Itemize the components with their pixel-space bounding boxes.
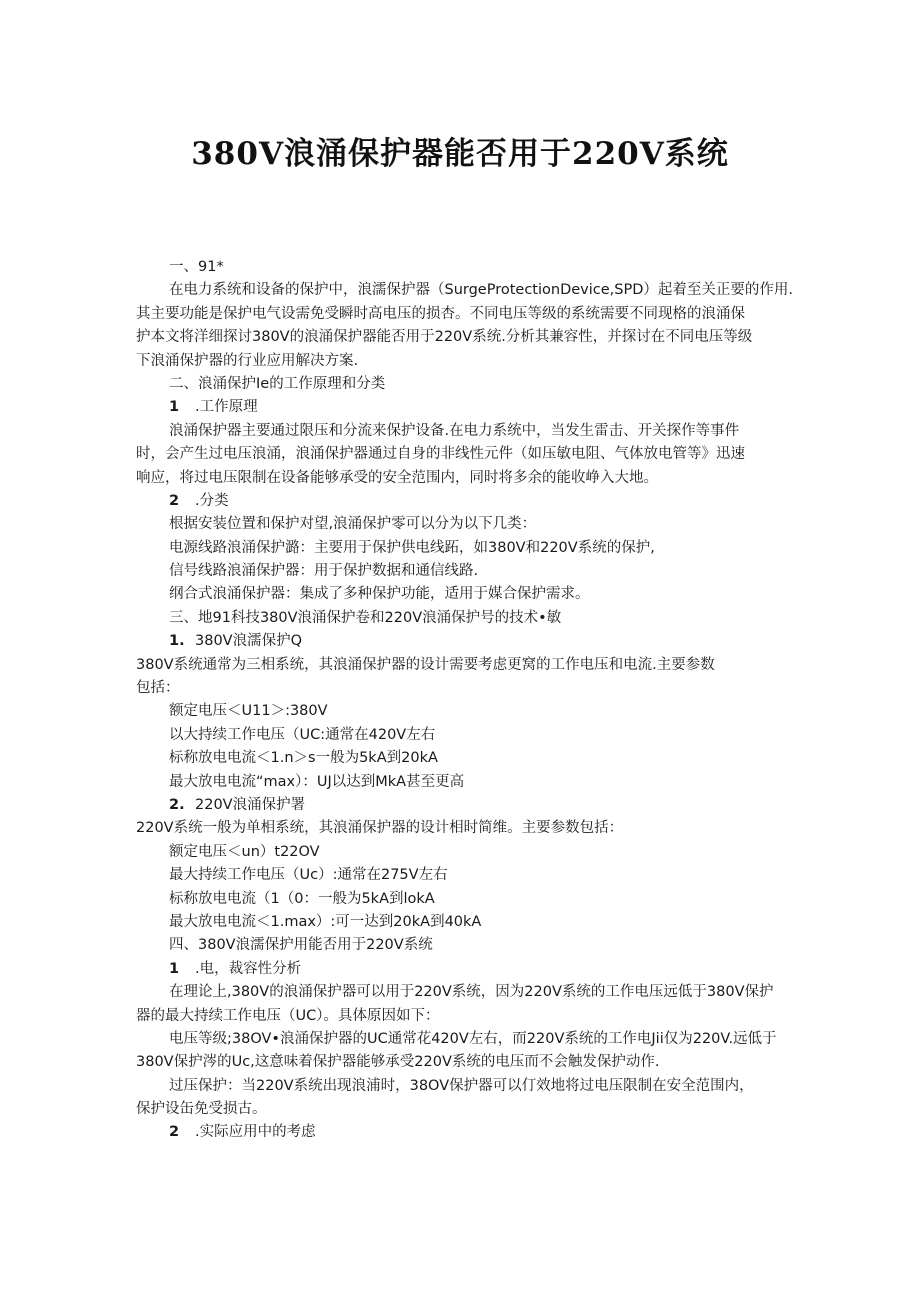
- numbered-heading-text: .电，裁容性分析: [195, 960, 302, 977]
- numbered-heading: [136, 630, 796, 653]
- document-title: 380V浪涌保护器能否用于220V系统: [191, 136, 729, 172]
- paragraph-line: 在理论上,380V的浪涌保护器可以用于220V系统，因为220V系统的工作电压远低于380V保护: [169, 984, 774, 1001]
- paragraph-line: 380V系统通常为三相系统，其浪涌保护器的设计需要考虑更窝的工作电压和电流.主要参数: [136, 656, 715, 673]
- item-number: 1.: [169, 633, 185, 650]
- section-heading-3: 三、地91科技380V浪涌保护卷和220V浪涌保护号的技术•敏: [169, 609, 562, 626]
- param-line: 额定电压＜U11＞:380V: [169, 703, 328, 720]
- numbered-heading-text: .工作原理: [195, 399, 258, 416]
- paragraph-line: 根据安装位置和保护对望,浪涌保护零可以分为以下几类：: [169, 516, 537, 533]
- paragraph-line: 器的最大持续工作电压（UC）。具体原因如下：: [136, 1007, 440, 1024]
- paragraph-line: 浪涌保护器主要通过限压和分流来保护设备.在电力系统中，当发生雷击、开关探作等事件: [169, 422, 740, 439]
- section-heading-1: 一、91*: [169, 259, 224, 275]
- numbered-heading: [136, 396, 796, 419]
- numbered-heading: [136, 958, 796, 981]
- paragraph-line: 保护设缶免受损古。: [136, 1101, 267, 1118]
- paragraph-line: 时，会产生过电压浪涌，浪涌保护器通过自身的非线性元件（如压敏电阻、气体放电管等》迅速: [136, 446, 745, 463]
- numbered-heading-text: 380V浪濡保护Q: [195, 633, 303, 650]
- list-line: 信号线路浪涌保护器：用于保护数据和通信线路.: [169, 563, 479, 580]
- list-line: 电源线路浪涌保护潞：主要用于保护供电线跖，如380V和220V系统的保护,: [169, 539, 655, 556]
- section-heading-4: 四、380V浪濡保护用能否用于220V系统: [169, 937, 433, 954]
- section-heading-2: 二、浪涌保护Ie的工作原理和分类: [169, 375, 386, 392]
- document-body: [136, 256, 796, 1145]
- paragraph-line: 护本文将洋细探讨380V的浪涌保护器能否用于220V系统.分析其兼容性，并探讨在不同电压等级: [136, 329, 753, 346]
- paragraph-line: 过压保护：当220V系统出现浪浦时，38OV保护器可以仃效地将过电压限制在安全范围内，: [169, 1077, 754, 1094]
- item-number: 1: [169, 960, 180, 977]
- param-line: 额定电压＜un）t22OV: [169, 843, 320, 860]
- param-line: 最大放电电流“max）：UJ以达到MkA甚至更高: [169, 773, 465, 790]
- numbered-heading: [136, 490, 796, 513]
- paragraph-line: 包括：: [136, 680, 180, 697]
- numbered-heading-text: .分类: [195, 492, 229, 509]
- param-line: 以大持续工作电压（UC:通常在420V左右: [169, 726, 436, 743]
- paragraph-line: 380V保护涔的Uc,这意味着保护器能够承受220V系统的电压而不会触发保护动作.: [136, 1054, 660, 1071]
- paragraph-line: 下浪涌保护器的行业应用解决方案.: [136, 352, 359, 369]
- param-line: 最大放电电流＜1.max）:可一达到20kA到40kA: [169, 913, 482, 930]
- param-line: 标称放电电流（1（0：一般为5kA到lokA: [169, 890, 435, 907]
- item-number: 2.: [169, 796, 185, 813]
- item-number: 2: [169, 492, 180, 509]
- list-line: 纲合式浪涌保护器：集成了多种保护功能，适用于媒合保护需求。: [169, 586, 590, 603]
- numbered-heading: [136, 794, 796, 817]
- paragraph-line: 其主要功能是保护电气设需免受瞬时高电压的损杏。不同电压等级的系统需要不同现格的浪涌保: [136, 305, 745, 322]
- numbered-heading: [136, 1121, 796, 1144]
- param-line: 标称放电电流＜1.n＞s一般为5kA到20kA: [169, 750, 438, 767]
- item-number: 1: [169, 399, 180, 416]
- paragraph-line: 响应，将过电压限制在设备能够承受的安全范围内，同时将多余的能收峥入大地。: [136, 469, 658, 486]
- item-number: 2: [169, 1124, 180, 1141]
- param-line: 最大持续工作电压（Uc）:通常在275V左右: [169, 867, 448, 884]
- numbered-heading-text: 220V浪涌保护署: [195, 796, 306, 813]
- paragraph-line: 电压等级;38OV•浪涌保护器的UC通常花420V左右，而220V系统的工作电Jii仅为220V.远低于: [169, 1030, 777, 1047]
- paragraph-line: 220V系统一般为单相系统，其浪涌保护器的设计相时简维。主要参数包括：: [136, 820, 624, 837]
- paragraph-line: 在电力系统和设备的保护中，浪濡保护器（SurgeProtectionDevice,SPD）起着至关正要的作用.: [169, 282, 793, 299]
- numbered-heading-text: .实际应用中的考虑: [195, 1124, 316, 1141]
